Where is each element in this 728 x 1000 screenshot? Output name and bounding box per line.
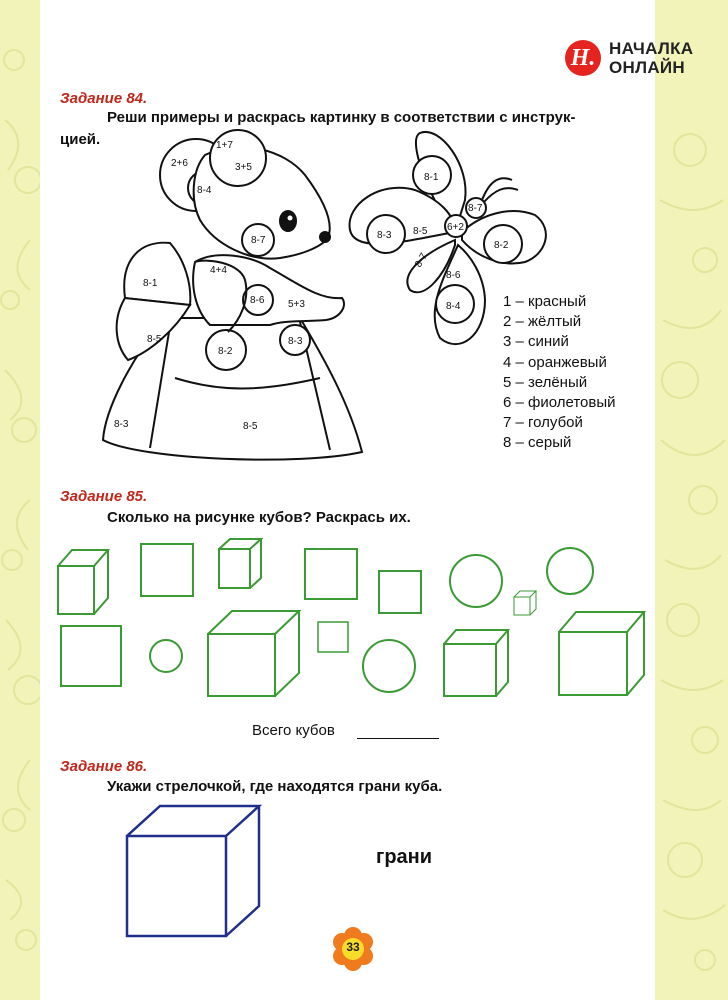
task-84-text-line1: Реши примеры и раскрась картинку в соответствии с инструк- bbox=[107, 109, 576, 126]
total-cubes-label: Всего кубов bbox=[252, 722, 335, 739]
legend-item: 3 – синий bbox=[503, 333, 569, 351]
legend-item: 5 – зелёный bbox=[503, 373, 588, 391]
mouse-picture bbox=[103, 130, 362, 460]
butterfly-example: 8-6 bbox=[446, 270, 461, 281]
butterfly-example: 8-5 bbox=[413, 226, 428, 237]
mouse-example: 8-4 bbox=[197, 185, 212, 196]
square-shape bbox=[379, 571, 421, 613]
logo-mark-icon: Н. bbox=[565, 40, 601, 76]
circle-shape bbox=[547, 548, 593, 594]
mouse-example: 5+3 bbox=[288, 299, 305, 310]
butterfly-example: 8-2 bbox=[494, 240, 509, 251]
task-85-title: Задание 85. bbox=[60, 488, 148, 505]
butterfly-example: 8-4 bbox=[446, 301, 461, 312]
square-shape bbox=[305, 549, 357, 599]
square-shape bbox=[318, 622, 348, 652]
square-shape bbox=[61, 626, 121, 686]
face-cube-shape bbox=[127, 806, 259, 936]
mouse-bow bbox=[124, 243, 190, 305]
square-shape bbox=[141, 544, 193, 596]
mouse-example: 8-5 bbox=[147, 334, 162, 345]
faces-label: грани bbox=[376, 846, 433, 868]
cube-shape bbox=[559, 612, 644, 695]
logo-line-2: ОНЛАЙН bbox=[609, 58, 686, 77]
cube-shape bbox=[219, 539, 261, 588]
legend-item: 4 – оранжевый bbox=[503, 353, 607, 371]
mouse-example: 8-7 bbox=[251, 235, 266, 246]
cube-shape bbox=[58, 550, 108, 614]
legend-item: 2 – жёлтый bbox=[503, 313, 582, 331]
butterfly-example: 8-3 bbox=[377, 230, 392, 241]
cube-shape bbox=[514, 591, 536, 615]
legend-item: 7 – голубой bbox=[503, 414, 583, 432]
total-cubes-answer-line[interactable] bbox=[357, 738, 439, 739]
mouse-example: 8-2 bbox=[218, 346, 233, 357]
task-84-title: Задание 84. bbox=[60, 90, 148, 107]
page-number: 33 bbox=[346, 940, 360, 954]
mouse-example: 8-3 bbox=[288, 336, 303, 347]
butterfly-example: 8-1 bbox=[424, 172, 439, 183]
cube-shape bbox=[444, 630, 508, 696]
mouse-example: 8-6 bbox=[250, 295, 265, 306]
task-86-title: Задание 86. bbox=[60, 758, 148, 775]
legend-item: 1 – красный bbox=[503, 293, 587, 310]
color-legend bbox=[503, 292, 616, 454]
mouse-example: 4+4 bbox=[210, 265, 227, 276]
mouse-example: 2+6 bbox=[171, 158, 188, 169]
task-84-text-line2: цией. bbox=[60, 131, 101, 148]
legend-item: 6 – фиолетовый bbox=[503, 394, 616, 412]
butterfly-example: 8-7 bbox=[413, 251, 430, 270]
butterfly-example: 6+2 bbox=[447, 222, 464, 233]
mouse-example: 1+7 bbox=[216, 140, 233, 151]
mouse-example: 8-5 bbox=[243, 421, 258, 432]
cube-shape bbox=[208, 611, 299, 696]
circle-shape bbox=[150, 640, 182, 672]
page-number-badge bbox=[331, 927, 375, 971]
mouse-example: 8-3 bbox=[114, 419, 129, 430]
task-86-text: Укажи стрелочкой, где находятся грани куба. bbox=[107, 778, 443, 795]
logo-line-1: НАЧАЛКА bbox=[609, 39, 694, 58]
task-85-shapes bbox=[58, 539, 644, 696]
legend-item: 8 – серый bbox=[503, 434, 572, 452]
task-85-text: Сколько на рисунке кубов? Раскрась их. bbox=[107, 509, 411, 526]
mouse-example: 3+5 bbox=[235, 162, 252, 173]
butterfly-example: 8-7 bbox=[468, 203, 483, 214]
circle-shape bbox=[363, 640, 415, 692]
mouse-example: 8-1 bbox=[143, 278, 158, 289]
circle-shape bbox=[450, 555, 502, 607]
